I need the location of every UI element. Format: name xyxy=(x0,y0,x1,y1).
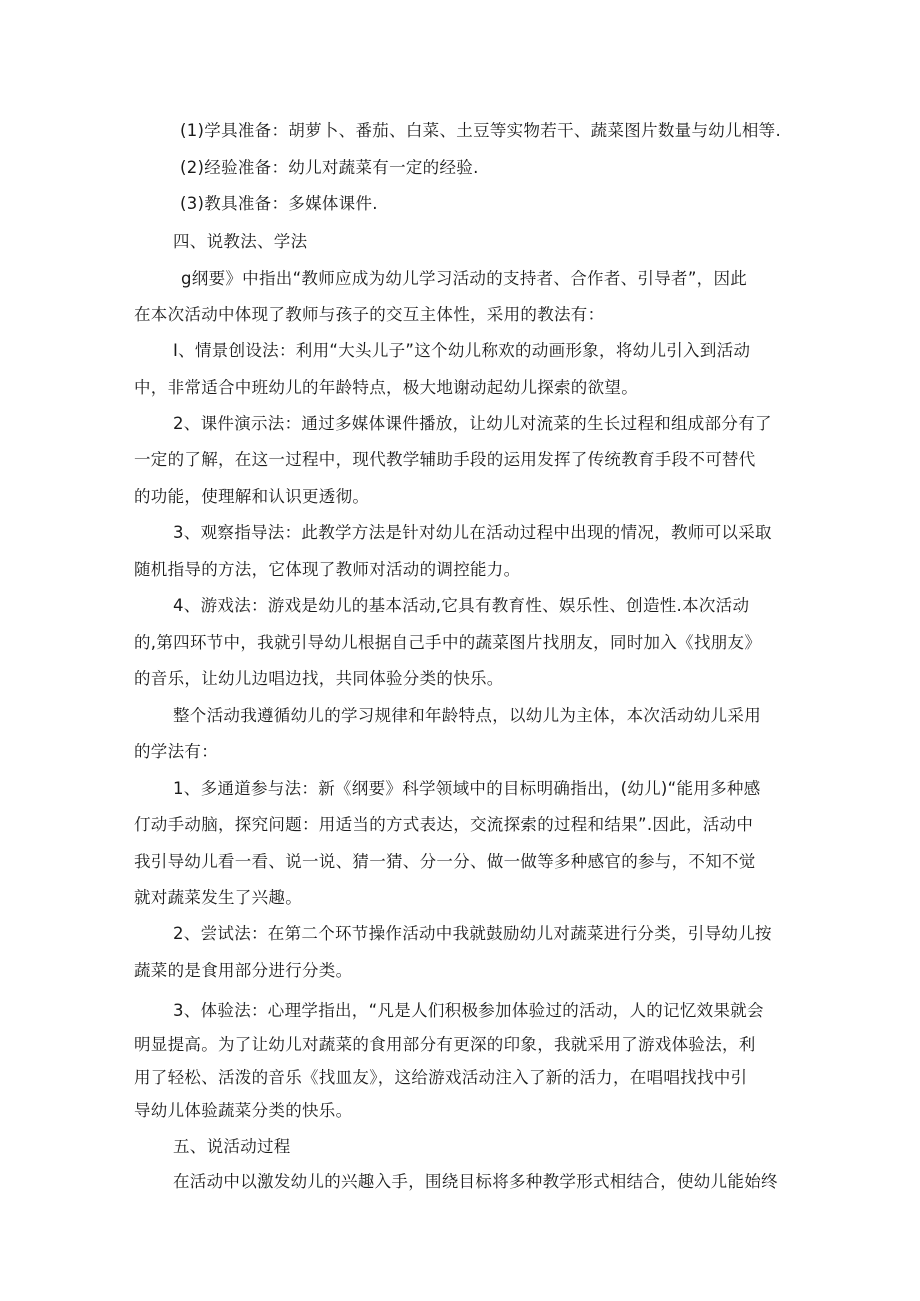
paragraph-line: 4、游戏法：游戏是幼儿的基本活动,它具有教育性、娱乐性、创造性.本次活动 xyxy=(173,596,750,615)
paragraph-line: 3、观察指导法：此教学方法是针对幼儿在活动过程中出现的情况，教师可以采取 xyxy=(173,523,772,542)
paragraph-line: 就对蔬菜发生了兴趣。 xyxy=(134,888,302,907)
paragraph-line: 1、多通道参与法：新《纲要》科学领域中的目标明确指出，(幼儿)“能用多种感 xyxy=(173,779,761,798)
paragraph-line: 我引导幼儿看一看、说一说、猜一猜、分一分、做一做等多种感官的参与，不知不觉 xyxy=(134,852,756,871)
paragraph-line: g纲要》中指出“教师应成为幼儿学习活动的支持者、合作者、引导者”，因此 xyxy=(181,269,748,288)
paragraph-line: 用了轻松、活泼的音乐《找皿友》，这给游戏活动注入了新的活力，在唱唱找找中引 xyxy=(134,1068,748,1087)
prep-experience-line: (2)经验准备：幼儿对蔬菜有一定的经验. xyxy=(180,158,479,177)
paragraph-line: 2、尝试法：在第二个环节操作活动中我就鼓励幼儿对蔬菜进行分类，引导幼儿按 xyxy=(173,924,772,943)
paragraph-line: 的功能，使理解和认识更透彻。 xyxy=(134,487,370,506)
paragraph-line: I、情景创设法：利用“大头儿子”这个幼儿称欢的动画形象，将幼儿引入到活动 xyxy=(173,341,751,360)
paragraph-line: 的音乐，让幼儿边唱边找，共同体验分类的快乐。 xyxy=(134,669,504,688)
paragraph-line: 随机指导的方法，它体现了教师对活动的调控能力。 xyxy=(134,560,521,579)
paragraph-line: 3、体验法：心理学指出，“凡是人们积极参加体验过的活动，人的记忆效果就会 xyxy=(173,1001,764,1020)
paragraph-line: 中，非常适合中班幼儿的年龄特点，极大地谢动起幼儿探索的欲望。 xyxy=(134,378,638,397)
paragraph-line: 2、课件演示法：通过多媒体课件播放，让幼儿对流菜的生长过程和组成部分有了 xyxy=(173,414,772,433)
paragraph-line: 的,第四环节中，我就引导幼儿根据自己手中的蔬菜图片找朋友，同时加入《找朋友》 xyxy=(134,633,762,652)
prep-teaching-aids-line: (3)教具准备：多媒体课件. xyxy=(180,194,378,213)
paragraph-line: 明显提高。为了让幼儿对蔬菜的食用部分有更深的印象，我就采用了游戏体验法，利 xyxy=(134,1035,756,1054)
paragraph-line: 导幼儿体验蔬菜分类的快乐。 xyxy=(134,1101,353,1120)
prep-materials-line: (1)学具准备：胡萝卜、番茄、白菜、土豆等实物若干、蔬菜图片数量与幼儿相等. xyxy=(180,121,782,140)
paragraph-line: 的学法有： xyxy=(134,742,218,761)
paragraph-line: 蔬菜的是食用部分进行分类。 xyxy=(134,961,353,980)
section-heading-process: 五、说活动过程 xyxy=(173,1137,291,1156)
paragraph-line: 整个活动我遵循幼儿的学习规律和年龄特点，以幼儿为主体，本次活动幼儿采用 xyxy=(173,706,761,725)
paragraph-line: 一定的了解，在这一过程中，现代教学辅助手段的运用发挥了传统教育手段不可替代 xyxy=(134,450,756,469)
paragraph-line: 在活动中以激发幼儿的兴趣入手，围绕目标将多种教学形式相结合，使幼儿能始终 xyxy=(173,1172,778,1191)
paragraph-line: 在本次活动中体现了教师与孩子的交互主体性，采用的教法有： xyxy=(134,305,605,324)
section-heading-methods: 四、说教法、学法 xyxy=(173,232,308,251)
paragraph-line: 仃动手动脑，探究问题：用适当的方式表达，交流探索的过程和结果”.因此，活动中 xyxy=(134,815,754,834)
